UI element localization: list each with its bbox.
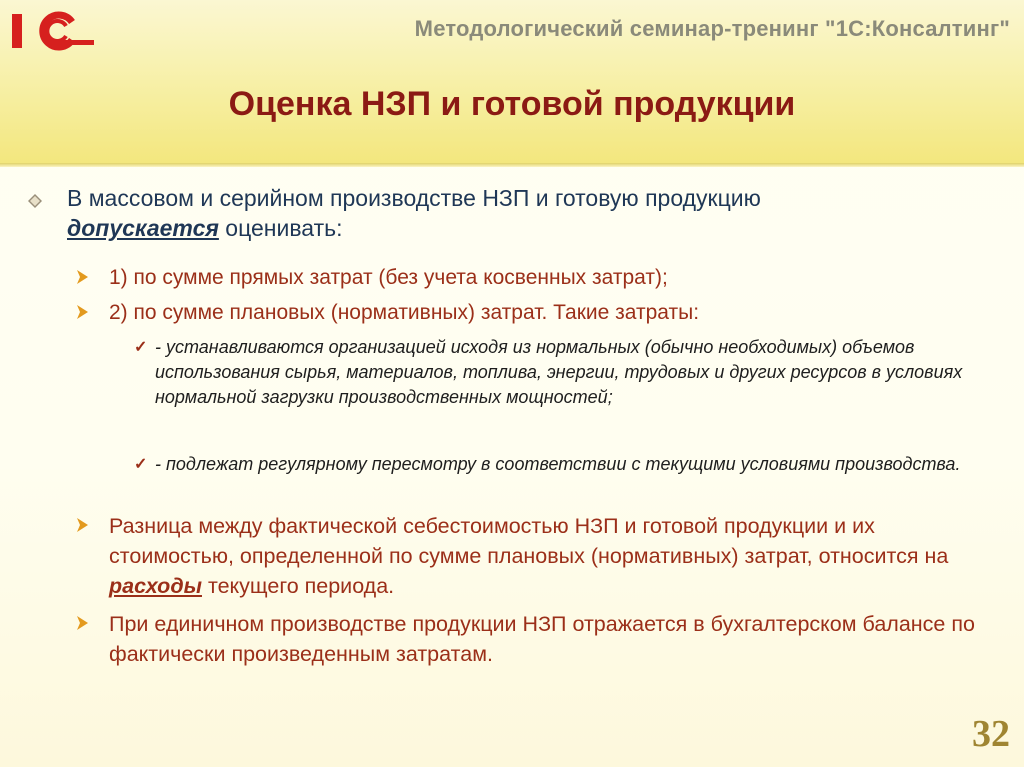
header-divider <box>0 163 1024 167</box>
page-title: Оценка НЗП и готовой продукции <box>228 85 796 123</box>
check-item-revision: - подлежат регулярному пересмотру в соответствии с текущими условиями производства. <box>155 454 961 474</box>
arrow-bullet-icon <box>77 270 88 284</box>
check-item-established: - устанавливаются организацией исходя из нормальных (обычно необходимых) объемов использования сырья, материалов, топлива, энергии, трудовых и других ресурсов в условиях нормальной загрузки производственных мощностей; <box>155 337 963 407</box>
arrow-bullet-icon <box>77 305 88 319</box>
emphasis-expenses: расходы <box>109 574 202 598</box>
difference-bullet-text: Разница между фактической себестоимостью НЗП и готовой продукции и их стоимостью, определенной по сумме плановых (нормативных) затрат, относится на расходы текущего периода. <box>109 514 949 598</box>
seminar-title: Методологический семинар-тренинг "1С:Консалтинг" <box>414 16 1010 41</box>
single-production-bullet-text: При единичном производстве продукции НЗП отражается в бухгалтерском балансе по фактически произведенным затратам. <box>109 612 975 666</box>
main-bullet-text: В массовом и серийном производстве НЗП и готовую продукцию допускается оценивать: <box>67 185 761 241</box>
check-bullet-icon: ✓ <box>134 339 148 356</box>
sub-bullet-planned-costs: 2) по сумме плановых (нормативных) затрат. Такие затраты: <box>109 301 700 324</box>
arrow-bullet-icon <box>77 616 88 630</box>
emphasis-allowed: допускается <box>67 215 219 241</box>
check-bullet-icon: ✓ <box>134 456 148 473</box>
1c-logo-icon <box>10 10 96 52</box>
page-number: 32 <box>972 713 1010 755</box>
diamond-bullet-icon <box>28 194 42 208</box>
sub-bullet-direct-costs: 1) по сумме прямых затрат (без учета косвенных затрат); <box>109 266 668 289</box>
arrow-bullet-icon <box>77 518 88 532</box>
